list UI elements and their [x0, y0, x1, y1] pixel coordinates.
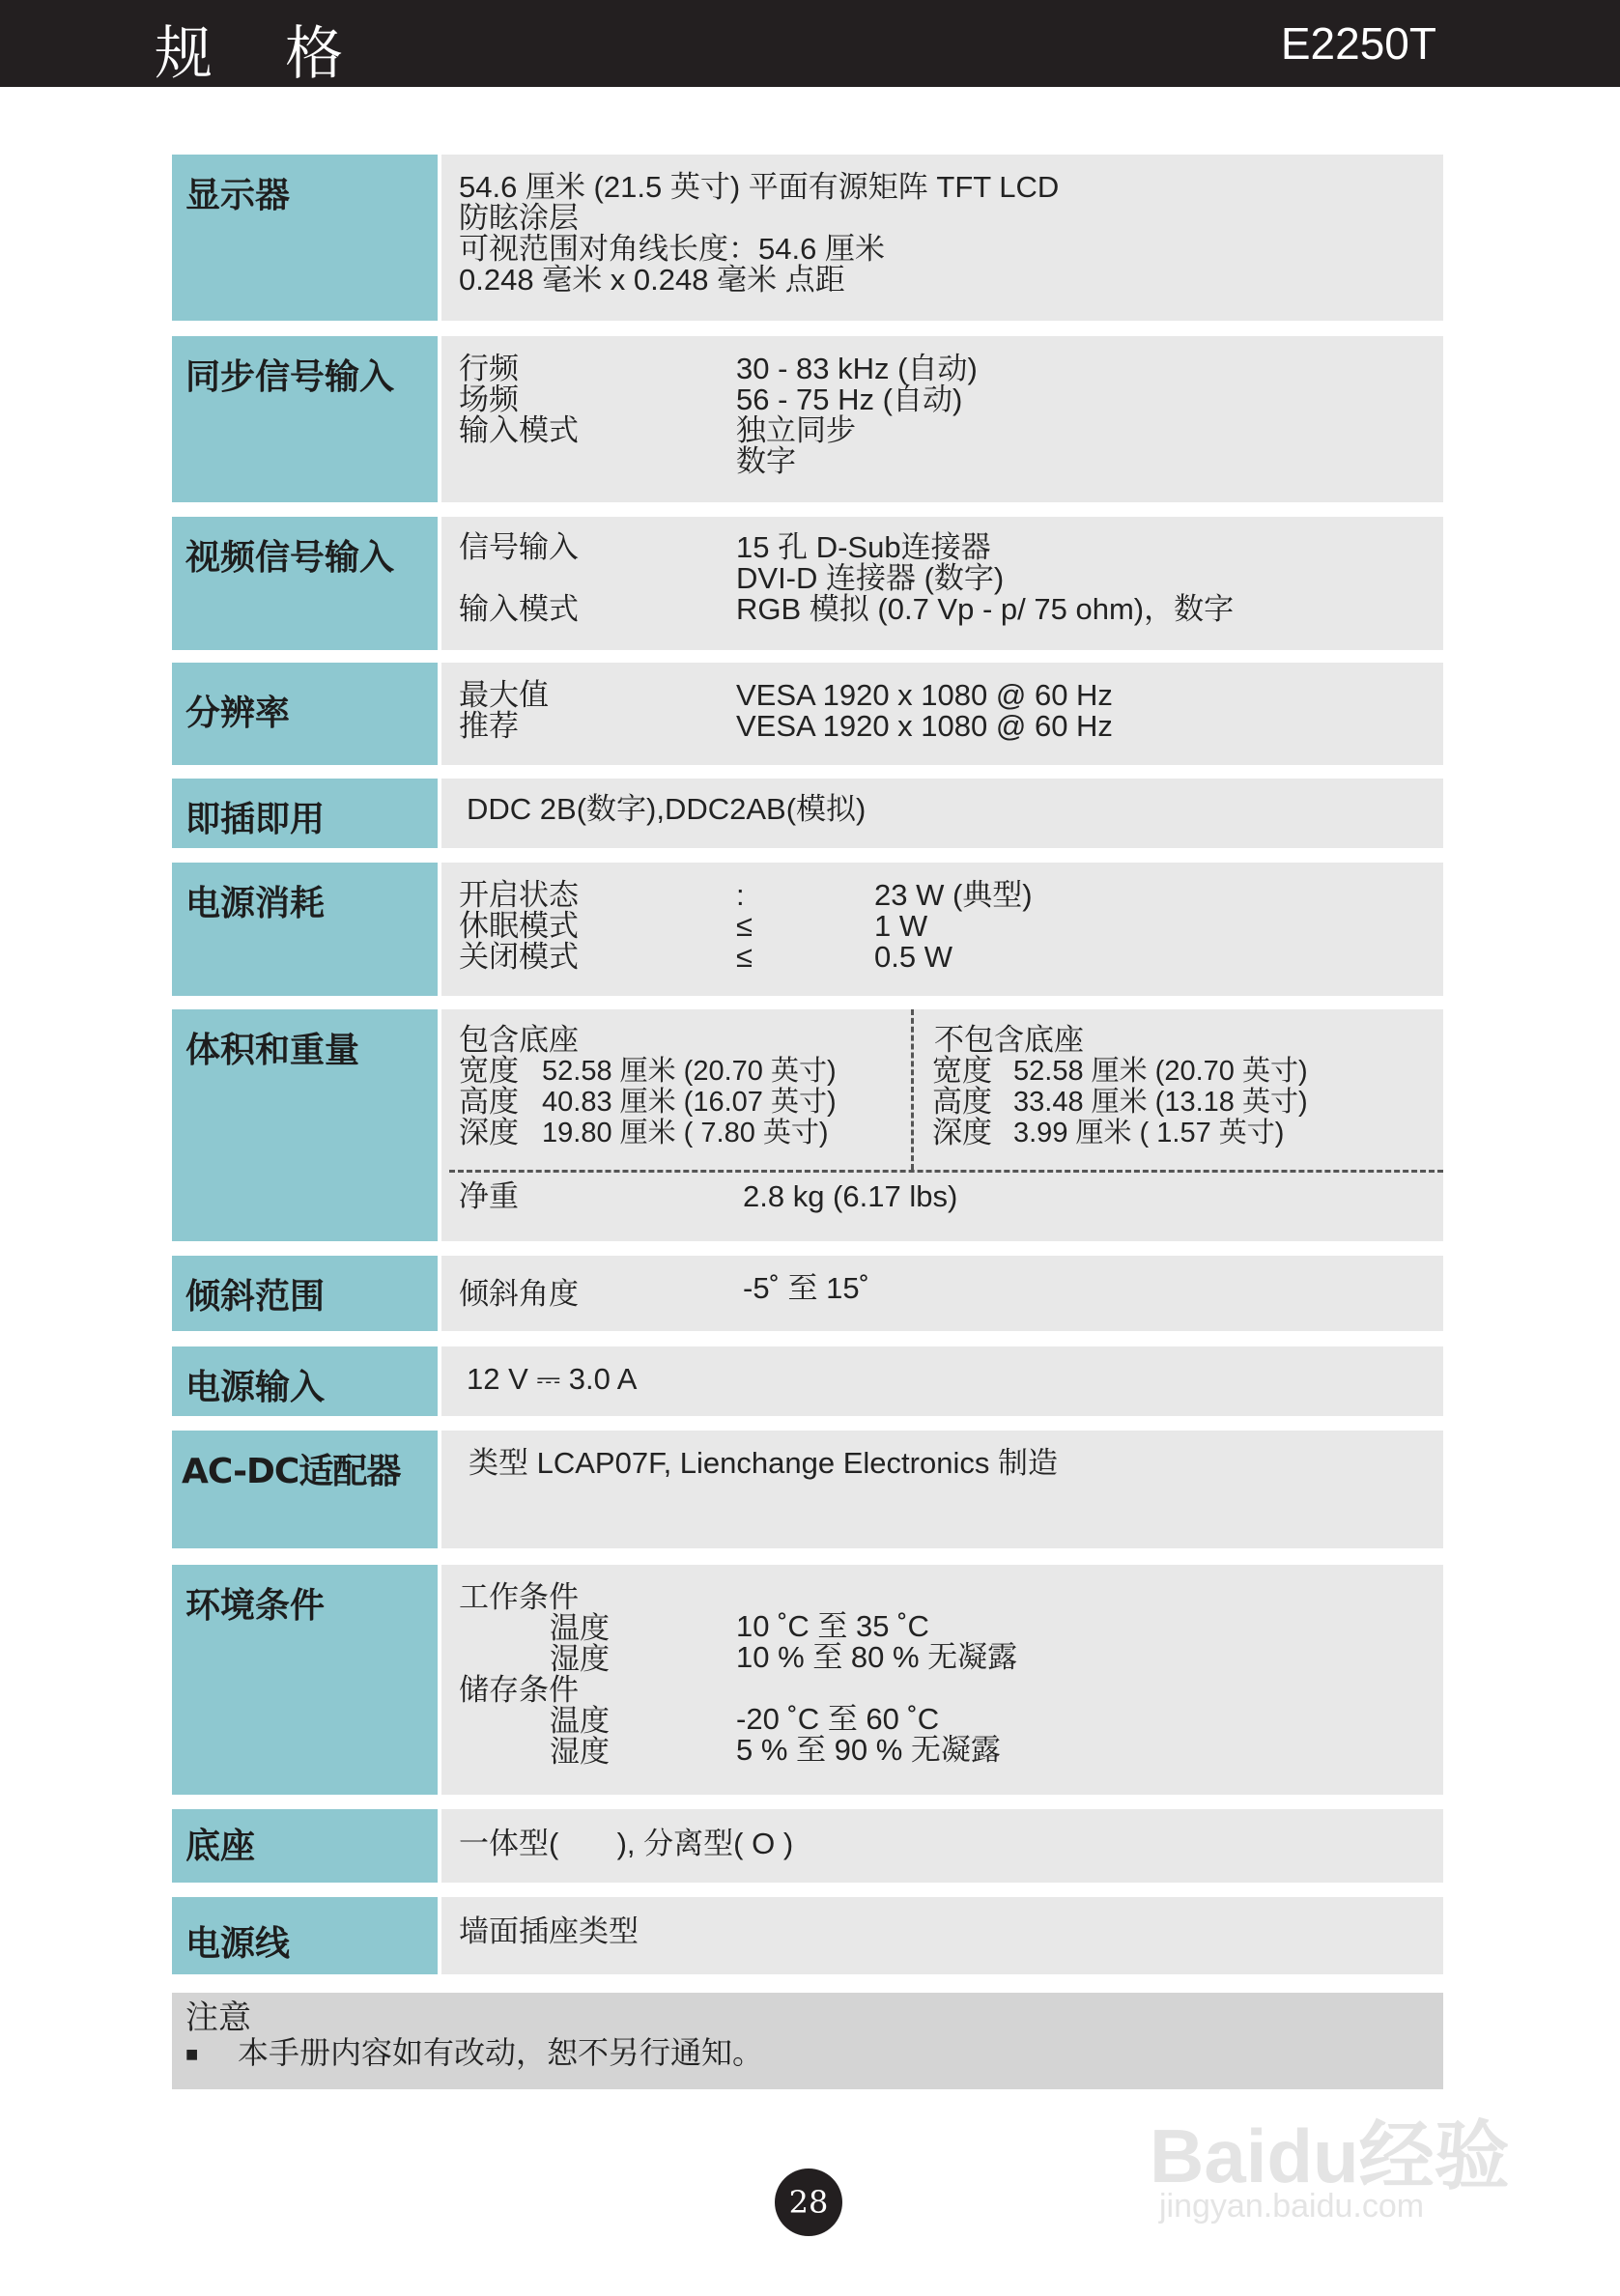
plug-value: DDC 2B(数字),DDC2AB(模拟) [467, 792, 867, 826]
spec-value [438, 1009, 1443, 1241]
spec-value [438, 663, 1443, 765]
power-key: 关闭模式 [459, 940, 579, 974]
without-stand-title: 不包含底座 [934, 1023, 1084, 1057]
video-value: 15 孔 D-Sub连接器 [736, 530, 991, 564]
video-key: 输入模式 [459, 592, 579, 626]
spec-row-power [172, 863, 1443, 996]
weight-value: 2.8 kg (6.17 lbs) [743, 1179, 958, 1213]
dim-key: 宽度 [932, 1054, 992, 1088]
note-text: 本手册内容如有改动，恕不另行通知。 [238, 2035, 764, 2070]
spec-row-power-input [172, 1346, 1443, 1416]
header-bar [0, 0, 1620, 87]
power-op: : [736, 878, 745, 912]
env-value: -20 ˚C 至 60 ˚C [736, 1702, 940, 1736]
watermark [1150, 2057, 1536, 2231]
note-title: 注意 [185, 1999, 251, 2036]
dim-value: 40.83 厘米 (16.07 英寸) [542, 1087, 837, 1118]
spec-value [438, 863, 1443, 996]
spec-row-display [172, 155, 1443, 321]
power-key: 休眠模式 [459, 909, 579, 943]
dim-key: 高度 [459, 1085, 519, 1119]
sync-key: 输入模式 [459, 413, 579, 447]
sync-key: 行频 [459, 352, 519, 385]
spec-row-dimensions [172, 1009, 1443, 1241]
weight-divider [449, 1170, 1443, 1173]
sync-key: 场频 [459, 383, 519, 416]
spec-label: 同步信号输入 [172, 336, 438, 502]
spec-label: 环境条件 [172, 1565, 438, 1795]
resolution-value: VESA 1920 x 1080 @ 60 Hz [736, 709, 1113, 743]
sync-value: 数字 [736, 444, 796, 478]
power-value: 23 W (典型) [874, 878, 1033, 912]
spec-label: 视频信号输入 [172, 517, 438, 650]
bullet-icon: ■ [185, 2042, 199, 2066]
with-stand-title: 包含底座 [459, 1023, 579, 1057]
spec-row-cord [172, 1897, 1443, 1974]
adapter-value: 类型 LCAP07F, Lienchange Electronics 制造 [469, 1446, 1058, 1480]
resolution-key: 推荐 [459, 709, 519, 743]
spec-label: 电源输入 [172, 1346, 438, 1416]
dim-key: 深度 [932, 1116, 992, 1149]
spec-value [438, 336, 1443, 502]
spec-value [438, 779, 1443, 848]
spec-value [438, 517, 1443, 650]
dim-value: 3.99 厘米 ( 1.57 英寸) [1013, 1118, 1285, 1148]
env-humidity-key: 湿度 [550, 1735, 610, 1769]
spec-label: AC-DC适配器 [172, 1431, 438, 1548]
power-input-value: 12 V ⎓ 3.0 A [467, 1362, 638, 1396]
spec-row-environment [172, 1565, 1443, 1795]
env-operating: 工作条件 [459, 1580, 579, 1614]
dim-value: 52.58 厘米 (20.70 英寸) [1013, 1056, 1308, 1087]
resolution-key: 最大值 [459, 678, 549, 712]
dim-value: 33.48 厘米 (13.18 英寸) [1013, 1087, 1308, 1118]
display-line: 54.6 厘米 (21.5 英寸) 平面有源矩阵 TFT LCD [459, 170, 1060, 204]
spec-row-video [172, 517, 1443, 650]
power-op: ≤ [736, 940, 753, 974]
power-op: ≤ [736, 909, 753, 943]
weight-key: 净重 [459, 1179, 519, 1213]
spec-value [438, 1565, 1443, 1795]
tilt-key: 倾斜角度 [459, 1277, 579, 1311]
spec-label: 电源消耗 [172, 863, 438, 996]
spec-row-adapter [172, 1431, 1443, 1548]
spec-value [438, 1431, 1443, 1548]
dim-value: 52.58 厘米 (20.70 英寸) [542, 1056, 837, 1087]
spec-row-sync [172, 336, 1443, 502]
dim-value: 19.80 厘米 ( 7.80 英寸) [542, 1118, 829, 1148]
spec-label: 体积和重量 [172, 1009, 438, 1241]
resolution-value: VESA 1920 x 1080 @ 60 Hz [736, 678, 1113, 712]
sync-value: 56 - 75 Hz (自动) [736, 383, 963, 416]
env-temp-key: 温度 [550, 1611, 610, 1645]
env-humidity-key: 湿度 [550, 1642, 610, 1676]
spec-label: 底座 [172, 1809, 438, 1883]
page-number: 28 [775, 2168, 842, 2236]
power-value: 1 W [874, 909, 928, 943]
spec-row-tilt [172, 1256, 1443, 1331]
env-value: 10 ˚C 至 35 ˚C [736, 1609, 929, 1643]
cord-value: 墙面插座类型 [459, 1914, 639, 1948]
spec-label: 电源线 [172, 1897, 438, 1974]
power-key: 开启状态 [459, 878, 579, 912]
spec-row-stand [172, 1809, 1443, 1883]
display-line: 0.248 毫米 x 0.248 毫米 点距 [459, 263, 845, 297]
model-name: E2250T [1280, 18, 1436, 69]
display-line: 防眩涂层 [459, 201, 579, 235]
spec-label: 倾斜范围 [172, 1256, 438, 1331]
watermark-brand: Baidu经验 [1150, 2113, 1510, 2198]
spec-label: 分辨率 [172, 663, 438, 765]
tilt-value: -5˚ 至 15˚ [743, 1271, 869, 1305]
spec-label: 即插即用 [172, 779, 438, 848]
page-title: 规 格 [155, 20, 371, 88]
env-value: 10 % 至 80 % 无凝露 [736, 1640, 1018, 1674]
power-value: 0.5 W [874, 940, 952, 974]
dim-key: 深度 [459, 1116, 519, 1149]
sync-value: 30 - 83 kHz (自动) [736, 352, 978, 385]
spec-row-plug [172, 779, 1443, 848]
spec-value [438, 1346, 1443, 1416]
video-key: 信号输入 [459, 530, 579, 564]
spec-value [438, 1897, 1443, 1974]
display-line: 可视范围对角线长度：54.6 厘米 [459, 232, 885, 266]
dim-key: 高度 [932, 1085, 992, 1119]
column-divider [911, 1009, 914, 1170]
env-temp-key: 温度 [550, 1704, 610, 1738]
env-value: 5 % 至 90 % 无凝露 [736, 1733, 1001, 1767]
video-value: DVI-D 连接器 (数字) [736, 561, 1005, 595]
dim-key: 宽度 [459, 1054, 519, 1088]
stand-value: 一体型( ), 分离型( O ) [459, 1827, 794, 1860]
spec-value [438, 155, 1443, 321]
spec-value [438, 1809, 1443, 1883]
spec-label: 显示器 [172, 155, 438, 321]
video-value: RGB 模拟 (0.7 Vp - p/ 75 ohm)，数字 [736, 592, 1235, 626]
spec-value [438, 1256, 1443, 1331]
env-storage: 储存条件 [459, 1673, 579, 1707]
sync-value: 独立同步 [736, 413, 856, 447]
spec-row-resolution [172, 663, 1443, 765]
watermark-url: jingyan.baidu.com [1159, 2188, 1425, 2225]
